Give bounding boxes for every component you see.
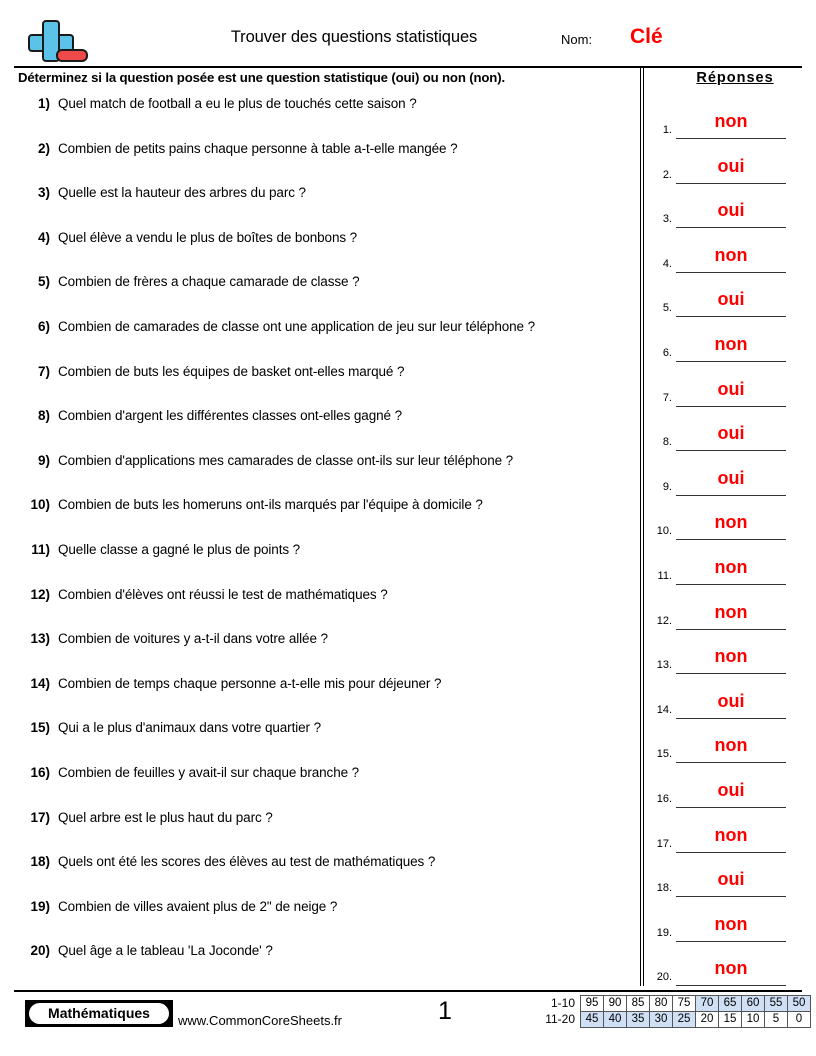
question-text: Combien de frères a chaque camarade de classe ? [58,274,360,290]
question-text: Combien d'applications mes camarades de classe ont-ils sur leur téléphone ? [58,452,514,468]
question-row [0,141,636,186]
answers-heading: Réponses [696,70,774,86]
question-row [0,587,636,632]
question-row [0,810,636,855]
answer-value: oui [717,155,745,176]
score-cell: 35 [627,1012,650,1028]
answer-row [648,112,808,157]
answer-value: oui [717,779,745,800]
score-cell: 15 [719,1012,742,1028]
question-row [0,230,636,275]
answer-row [648,781,808,826]
answer-number: 10. [656,525,672,538]
brand-label: Mathématiques [29,1003,169,1024]
answers-key-list [648,112,808,1004]
question-row [0,364,636,409]
question-text: Quelle classe a gagné le plus de points ? [58,541,301,557]
plus-center-fill [44,36,58,50]
worksheet-header [14,16,802,66]
question-row [0,453,636,498]
answer-value: non [714,333,748,354]
score-table [533,995,811,1028]
answer-number: 1. [662,124,672,136]
answer-row [648,380,808,425]
minus-bar [56,49,88,62]
answer-row [648,826,808,871]
question-text: Quel élève a vendu le plus de boîtes de bonbons ? [58,229,358,245]
answer-row [648,736,808,781]
answer-row [648,647,808,692]
question-number: 3) [37,185,50,201]
footer-divider [14,990,802,992]
score-cell: 80 [650,996,673,1012]
answer-number: 14. [656,703,672,716]
answer-number: 8. [662,436,672,449]
answer-number: 17. [656,837,672,850]
score-cell: 20 [696,1012,719,1028]
question-text: Combien d'argent les différentes classes ont-elles gagné ? [58,408,402,424]
score-cell: 90 [604,996,627,1012]
score-cell: 75 [673,996,696,1012]
answer-number: 4. [662,257,672,270]
score-cell: 30 [650,1012,673,1028]
score-row-label: 1-10 [550,996,575,1010]
page-number: 1 [438,997,452,1025]
question-number: 18) [30,854,50,870]
question-row [0,765,636,810]
answer-value: non [714,244,748,265]
question-text: Combien de buts les équipes de basket ont-elles marqué ? [58,363,405,379]
question-number: 5) [37,274,50,290]
answer-row [648,603,808,648]
question-number: 11) [31,541,50,557]
score-cell: 40 [604,1012,627,1028]
answer-value: non [714,556,748,577]
answer-value: oui [717,423,745,444]
score-table-row [533,996,811,1012]
question-number: 17) [30,809,50,825]
answer-value: oui [717,467,745,488]
header-divider [14,66,802,68]
question-row [0,676,636,721]
question-row [0,96,636,141]
score-cell: 65 [719,996,742,1012]
answer-value: non [714,824,748,845]
question-row [0,408,636,453]
question-row [0,274,636,319]
answer-row [648,424,808,469]
answer-row [648,469,808,514]
question-text: Qui a le plus d'animaux dans votre quartier ? [58,720,321,736]
answer-value: non [714,958,748,979]
answer-number: 16. [656,792,672,805]
answer-number: 3. [662,213,672,226]
score-cell: 95 [581,996,604,1012]
answer-number: 5. [662,302,672,315]
answer-number: 6. [662,346,672,359]
question-number: 19) [30,898,50,914]
page-title: Trouver des questions statistiques [230,28,478,46]
question-text: Combien de camarades de classe ont une application de jeu sur leur téléphone ? [58,318,536,334]
score-table-body [533,996,811,1028]
score-table-row [533,1012,811,1028]
question-number: 1) [37,96,50,111]
answer-value: non [714,735,748,756]
answer-value: oui [717,200,745,221]
question-number: 6) [37,318,50,334]
question-number: 4) [37,229,50,245]
question-text: Quel âge a le tableau 'La Joconde' ? [58,943,273,959]
question-text: Quelle est la hauteur des arbres du parc ? [58,185,306,201]
answer-number: 20. [656,971,672,984]
answer-number: 19. [656,926,672,939]
answer-row [648,157,808,202]
answer-number: 7. [662,391,672,404]
answer-value: non [714,111,748,131]
answer-number: 2. [662,168,672,181]
answer-row [648,692,808,737]
question-text: Combien d'élèves ont réussi le test de mathématiques ? [58,586,388,602]
question-number: 13) [30,631,50,647]
answer-row [648,201,808,246]
answer-number: 9. [662,480,672,493]
question-text: Combien de feuilles y avait-il sur chaque branche ? [58,764,360,780]
answer-value: non [714,646,748,667]
question-text: Combien de villes avaient plus de 2" de neige ? [58,898,338,914]
answer-row [648,558,808,603]
question-text: Combien de petits pains chaque personne à table a-t-elle mangée ? [58,140,458,156]
question-text: Quel match de football a eu le plus de touchés cette saison ? [58,96,417,111]
answer-row [648,246,808,291]
brand-logo [25,1000,173,1027]
score-cell: 5 [765,1012,788,1028]
question-row [0,899,636,944]
question-number: 20) [30,943,50,959]
answer-value: oui [717,378,745,399]
question-number: 16) [30,764,50,780]
column-divider [640,66,644,986]
plus-minus-icon [16,18,88,66]
question-row [0,720,636,765]
question-row [0,542,636,587]
question-row [0,319,636,364]
answer-value: oui [717,289,745,310]
answer-number: 11. [657,569,672,582]
question-row [0,631,636,676]
score-cell: 55 [765,996,788,1012]
answer-row [648,335,808,380]
score-cell: 50 [788,996,811,1012]
score-row-label: 11-20 [545,1012,575,1026]
question-number: 14) [30,675,50,691]
answer-row [648,290,808,335]
name-value: Clé [630,25,663,48]
name-label: Nom: [561,32,593,47]
question-row [0,497,636,542]
answer-number: 15. [656,748,672,761]
question-number: 9) [37,452,50,468]
instruction-text: Déterminez si la question posée est une question statistique (oui) ou non (non). [18,70,505,85]
score-cell: 45 [581,1012,604,1028]
site-url: www.CommonCoreSheets.fr [178,1013,342,1028]
question-number: 8) [37,408,50,424]
question-text: Combien de buts les homeruns ont-ils marqués par l'équipe à domicile ? [58,497,483,513]
answer-number: 13. [656,659,672,672]
answer-value: oui [717,690,745,711]
question-number: 15) [30,720,50,736]
question-number: 10) [30,497,50,513]
question-row [0,854,636,899]
answer-number: 18. [656,882,672,895]
score-cell: 0 [788,1012,811,1028]
question-text: Combien de voitures y a-t-il dans votre allée ? [58,631,328,647]
answer-value: oui [717,869,745,890]
question-text: Quels ont été les scores des élèves au test de mathématiques ? [58,854,436,870]
answer-number: 12. [656,614,672,627]
questions-list [0,96,636,988]
score-cell: 10 [742,1012,765,1028]
score-cell: 60 [742,996,765,1012]
answer-row [648,870,808,915]
question-number: 12) [30,586,50,602]
answer-row [648,915,808,960]
question-row [0,185,636,230]
question-number: 7) [37,363,50,379]
score-cell: 85 [627,996,650,1012]
question-text: Quel arbre est le plus haut du parc ? [58,809,273,825]
answer-value: non [714,913,748,934]
question-text: Combien de temps chaque personne a-t-elle mis pour déjeuner ? [58,675,442,691]
score-cell: 70 [696,996,719,1012]
score-cell: 25 [673,1012,696,1028]
answer-row [648,513,808,558]
question-row [0,943,636,988]
question-number: 2) [37,140,50,156]
answer-value: non [714,601,748,622]
answer-value: non [714,512,748,533]
